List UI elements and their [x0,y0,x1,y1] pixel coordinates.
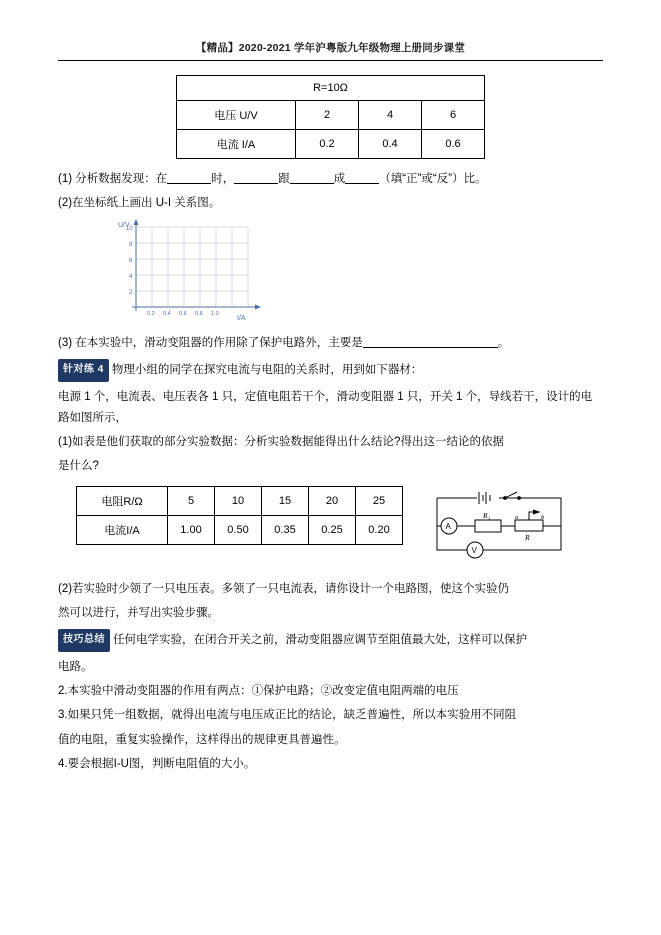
r1-label: R₁ [483,510,491,520]
graph-xtick-10: 1.0 [211,311,219,318]
tips-line2: 电路。 [58,661,93,674]
practice-section-heading [58,360,603,383]
table1-row1-val2: 0.6 [422,130,485,159]
data-table-1 [176,75,485,159]
ammeter-label: A [445,521,451,531]
question-1-part-b: 时， [211,173,235,185]
table2-circuit-row [58,486,603,571]
data-table-2 [76,486,403,545]
question-1-part-e: （填“正”或“反”）比。 [379,173,487,185]
tips-line4: 3.如果只凭一组数据，就得出电流与电压成正比的结论，缺乏普遍性，所以本实验用不同阻 [58,709,517,722]
graph-ytick-6: 6 [129,258,133,265]
graph-ytick-4: 4 [129,274,133,281]
question-1-part-d: 成 [333,173,346,185]
table1-row0-val2: 6 [422,101,485,130]
question-1 [58,169,603,189]
table-row [177,130,485,159]
table1-row1-label: 电流 I/A [177,130,296,159]
data-table-1-wrapper [58,75,603,159]
table2-row0-val4: 25 [356,486,403,515]
table1-caption: R=10Ω [177,76,485,101]
graph-xtick-06: 0.6 [179,311,187,318]
page-header: 【精品】2020-2021 学年沪粤版九年级物理上册同步课堂 [58,40,603,61]
practice-intro: 物理小组的同学在探究电流与电阻的关系时，用到如下器材： [111,364,423,377]
graph-xtick-04: 0.4 [163,311,171,318]
table2-row1-val2: 0.35 [262,515,309,544]
tips-line6: 4.要会根据I-U图，判断电阻值的大小。 [58,757,256,770]
answer-blank [234,172,278,185]
y-axis-arrow [134,219,139,225]
table2-row1-val4: 0.20 [356,515,403,544]
practice-badge: 针对练 4 [58,359,109,382]
b-terminal-label: b [541,513,545,521]
ui-graph-grid [106,219,603,329]
table-row [77,486,403,515]
tips-badge: 技巧总结 [58,629,110,652]
tips-section-heading [58,630,603,653]
table-row [77,515,403,544]
table-row [177,76,485,101]
graph-ytick-2: 2 [129,290,133,297]
u-i-graph [106,219,296,324]
table2-row1-val0: 1.00 [168,515,215,544]
answer-blank [363,336,498,349]
graph-xlabel: I/A [237,315,246,323]
section2-question-2-line1: (2)若实验时少领了一只电压表。多领了一只电流表，请你设计一个电路图，使这个实验仍 [58,582,510,595]
answer-blank [290,172,334,185]
table1-row0-val0: 2 [296,101,359,130]
circuit-diagram-wrapper [429,488,569,571]
answer-blank [345,172,379,185]
table2-row0-label: 电阻R/Ω [77,486,168,515]
graph-ylabel: U/V [118,222,130,230]
section2-question-2-line2: 然可以进行，并写出实验步骤。 [58,607,219,619]
table1-row1-val0: 0.2 [296,130,359,159]
graph-xtick-02: 0.2 [147,311,155,318]
answer-blank [167,172,211,185]
table2-row0-val2: 15 [262,486,309,515]
table2-row1-val3: 0.25 [309,515,356,544]
question-1-part-c: 跟 [278,173,290,185]
question-2: (2)在坐标纸上画出 U-I 关系图。 [58,197,221,210]
a-terminal-label: a [515,513,519,521]
circuit-diagram [429,488,569,566]
table1-row0-label: 电压 U/V [177,101,296,130]
r-label: R [525,532,530,542]
table2-row0-val0: 5 [168,486,215,515]
section2-question-1-line2: 是什么? [58,459,99,472]
table1-row1-val1: 0.4 [359,130,422,159]
table2-row1-val1: 0.50 [215,515,262,544]
question-3-part-a: (3) 在本实验中，滑动变阻器的作用除了保护电路外，主要是 [58,337,363,350]
materials-text: 电源 1 个，电流表、电压表各 1 只，定值电阻若干个，滑动变阻器 1 只，开关 1 个，导线若干，设计的电路如图所示， [58,391,593,424]
graph-xtick-08: 0.8 [195,311,203,318]
table2-row0-val3: 20 [309,486,356,515]
question-3 [58,333,603,353]
table-row [177,101,485,130]
table2-row1-label: 电流I/A [77,515,168,544]
graph-ytick-8: 8 [129,242,133,249]
question-1-part-a: (1) 分析数据发现：在 [58,173,168,185]
section2-question-1-line1: (1)如表是他们获取的部分实验数据：分析实验数据能得出什么结论?得出这一结论的依据 [58,435,504,448]
voltmeter-label: V [471,545,477,555]
tips-line3: 2.本实验中滑动变阻器的作用有两点：①保护电路；②改变定值电阻两端的电压 [58,685,459,698]
graph-ytick-10: 10 [126,226,133,233]
table2-row0-val1: 10 [215,486,262,515]
table1-row0-val1: 4 [359,101,422,130]
tips-line5: 值的电阻，重复实验操作，这样得出的规律更具普遍性。 [58,733,346,746]
tips-line1: 任何电学实验，在闭合开关之前，滑动变阻器应调节至阻值最大处，这样可以保护 [113,634,527,647]
question-3-part-b: 。 [497,337,510,350]
x-axis-arrow [255,305,261,310]
